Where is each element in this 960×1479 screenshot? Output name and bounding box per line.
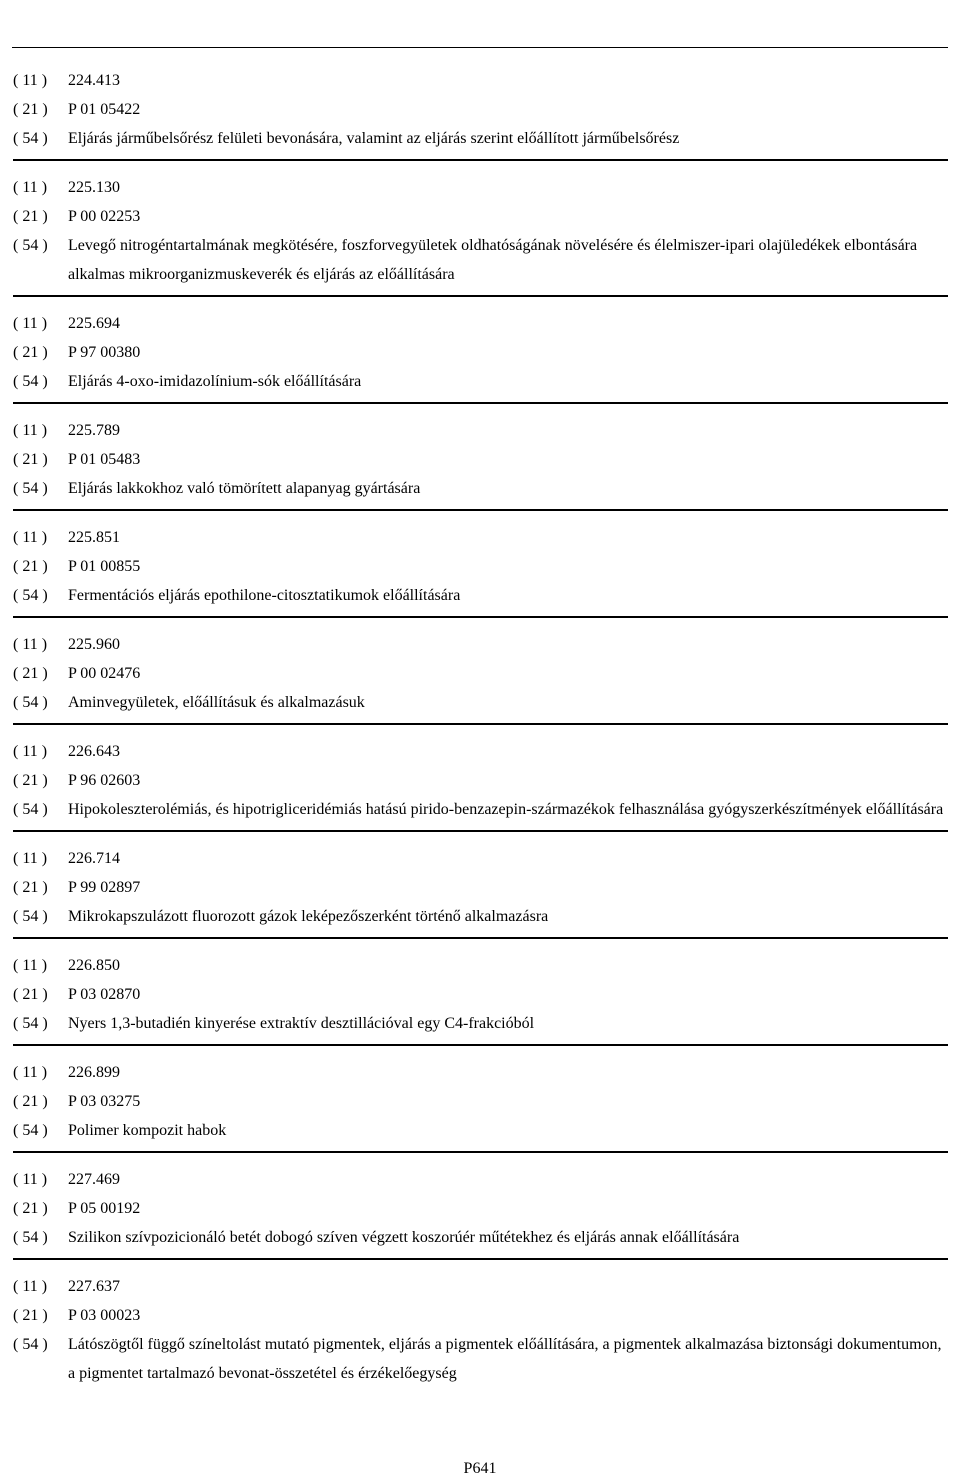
- patent-number-row: [13, 523, 948, 552]
- title-row: [13, 795, 948, 824]
- code-label: ( 21 ): [13, 208, 48, 225]
- journal-title: Szabadalmi Közlöny és Védjegyértesítő 119. évfolyam 22. szám, 2014.11.28.: [236, 3, 764, 22]
- patent-number: 225.789: [68, 422, 120, 439]
- code-label: ( 11 ): [13, 850, 48, 867]
- patent-number: 227.469: [68, 1171, 120, 1188]
- application-number: P 99 02897: [68, 879, 141, 896]
- code-label: ( 54 ): [13, 480, 48, 497]
- patent-number-row: [13, 1058, 948, 1087]
- application-number: P 03 03275: [68, 1093, 141, 1110]
- code-label: ( 21 ): [13, 1200, 48, 1217]
- patent-number-row: [13, 951, 948, 980]
- application-number: P 05 00192: [68, 1200, 141, 1217]
- application-number: P 01 00855: [68, 558, 141, 575]
- patent-entry: [13, 1272, 948, 1394]
- title-row: [13, 1223, 948, 1252]
- application-number-row: [13, 659, 948, 688]
- application-number-row: [13, 1194, 948, 1223]
- patent-title: Fermentációs eljárás epothilone-citosztatikumok előállítására: [68, 587, 461, 604]
- patent-list: [13, 66, 948, 1406]
- patent-number-row: [13, 630, 948, 659]
- patent-number: 226.643: [68, 743, 120, 760]
- code-label: ( 54 ): [13, 1015, 48, 1032]
- patent-number-row: [13, 173, 948, 202]
- title-row: [13, 367, 948, 396]
- patent-number-row: [13, 844, 948, 873]
- page-header: [237, 0, 764, 50]
- patent-number-row: [13, 66, 948, 95]
- code-label: ( 11 ): [13, 1171, 48, 1188]
- patent-title: Mikrokapszulázott fluorozott gázok leképezőszerként történő alkalmazásra: [68, 908, 549, 925]
- application-number: P 00 02476: [68, 665, 141, 682]
- patent-entry: [13, 737, 948, 832]
- patent-title: Eljárás járműbelsőrész felületi bevonására, valamint az eljárás szerint előállított járműbelsőrész: [68, 130, 680, 147]
- application-number-row: [13, 445, 948, 474]
- title-row: [13, 1116, 948, 1145]
- code-label: ( 11 ): [13, 1064, 48, 1081]
- code-label: ( 11 ): [13, 72, 48, 89]
- application-number-row: [13, 766, 948, 795]
- title-row: [13, 581, 948, 610]
- patent-entry: [13, 844, 948, 939]
- patent-number-row: [13, 737, 948, 766]
- code-label: ( 54 ): [13, 587, 48, 604]
- patent-number: 225.851: [68, 529, 120, 546]
- patent-number-row: [13, 309, 948, 338]
- patent-entry: [13, 1165, 948, 1260]
- application-number-row: [13, 338, 948, 367]
- patent-title: Aminvegyületek, előállításuk és alkalmazásuk: [68, 694, 365, 711]
- code-label: ( 54 ): [13, 237, 48, 254]
- application-number: P 03 00023: [68, 1307, 141, 1324]
- patent-number-row: [13, 1165, 948, 1194]
- patent-entry: [13, 523, 948, 618]
- code-label: ( 11 ): [13, 422, 48, 439]
- application-number: P 96 02603: [68, 772, 141, 789]
- code-label: ( 21 ): [13, 344, 48, 361]
- patent-title: Levegő nitrogéntartalmának megkötésére, foszforvegyületek oldhatóságának növelésére és élelmiszer-ipari olajüledékek elbontására alkalmas mikroorganizmuskeverék és eljárás az előállítására: [68, 237, 918, 283]
- patent-number: 227.637: [68, 1278, 120, 1295]
- patent-entry: [13, 416, 948, 511]
- code-label: ( 54 ): [13, 801, 48, 818]
- application-number: P 97 00380: [68, 344, 141, 361]
- code-label: ( 21 ): [13, 772, 48, 789]
- patent-number: 226.714: [68, 850, 120, 867]
- patent-number: 225.960: [68, 636, 120, 653]
- patent-number: 226.899: [68, 1064, 120, 1081]
- patent-entry: [13, 309, 948, 404]
- patent-number-row: [13, 1272, 948, 1301]
- code-label: ( 21 ): [13, 879, 48, 896]
- title-row: [13, 474, 948, 503]
- patent-number: 224.413: [68, 72, 120, 89]
- application-number: P 00 02253: [68, 208, 141, 225]
- code-label: ( 54 ): [13, 130, 48, 147]
- patent-entry: [13, 630, 948, 725]
- section-title: Szabadalmi oltalom megszűnése és újra érvénybe helyezése: [356, 28, 764, 47]
- patent-entry: [13, 951, 948, 1046]
- patent-number: 225.130: [68, 179, 120, 196]
- code-label: ( 11 ): [13, 179, 48, 196]
- code-label: ( 21 ): [13, 986, 48, 1003]
- patent-number: 226.850: [68, 957, 120, 974]
- patent-title: Látószögtől függő színeltolást mutató pigmentek, eljárás a pigmentek előállítására, a pigmentek alkalmazása biztonsági dokumentumon, a pigmentet tartalmazó bevonat-összetétel és érzékelőegység: [68, 1336, 942, 1382]
- patent-title: Hipokoleszterolémiás, és hipotrigliceridémiás hatású pirido-benzazepin-származékok felhasználása gyógyszerkészítmények előállítására: [68, 801, 944, 818]
- code-label: ( 21 ): [13, 665, 48, 682]
- application-number-row: [13, 980, 948, 1009]
- code-label: ( 11 ): [13, 957, 48, 974]
- code-label: ( 54 ): [13, 908, 48, 925]
- patent-title: Polimer kompozit habok: [68, 1122, 227, 1139]
- code-label: ( 54 ): [13, 1122, 48, 1139]
- code-label: ( 54 ): [13, 694, 48, 711]
- application-number-row: [13, 552, 948, 581]
- application-number: P 01 05422: [68, 101, 141, 118]
- title-row: [13, 1009, 948, 1038]
- code-label: ( 11 ): [13, 1278, 48, 1295]
- patent-entry: [13, 1058, 948, 1153]
- code-label: ( 21 ): [13, 1093, 48, 1110]
- patent-number-row: [13, 416, 948, 445]
- patent-entry: [13, 66, 948, 161]
- application-number-row: [13, 202, 948, 231]
- patent-title: Nyers 1,3-butadién kinyerése extraktív desztillációval egy C4-frakcióból: [68, 1015, 535, 1032]
- code-label: ( 21 ): [13, 451, 48, 468]
- application-number-row: [13, 1301, 948, 1330]
- code-label: ( 11 ): [13, 529, 48, 546]
- page-number: P641: [463, 1460, 497, 1477]
- title-row: [13, 1330, 948, 1388]
- code-label: ( 54 ): [13, 373, 48, 390]
- code-label: ( 11 ): [13, 315, 48, 332]
- title-row: [13, 688, 948, 717]
- title-row: [13, 231, 948, 289]
- patent-title: Eljárás lakkokhoz való tömörített alapanyag gyártására: [68, 480, 421, 497]
- application-number: P 01 05483: [68, 451, 141, 468]
- code-label: ( 21 ): [13, 1307, 48, 1324]
- application-number-row: [13, 1087, 948, 1116]
- application-number: P 03 02870: [68, 986, 141, 1003]
- patent-title: Eljárás 4-oxo-imidazolínium-sók előállítására: [68, 373, 362, 390]
- title-row: [13, 124, 948, 153]
- code-label: ( 11 ): [13, 636, 48, 653]
- patent-title: Szilikon szívpozicionáló betét dobogó szíven végzett koszorúér műtétekhez és eljárás annak előállítására: [68, 1229, 740, 1246]
- patent-entry: [13, 173, 948, 297]
- patent-number: 225.694: [68, 315, 120, 332]
- header-divider: [12, 47, 948, 48]
- application-number-row: [13, 873, 948, 902]
- code-label: ( 54 ): [13, 1229, 48, 1246]
- code-label: ( 11 ): [13, 743, 48, 760]
- code-label: ( 21 ): [13, 558, 48, 575]
- application-number-row: [13, 95, 948, 124]
- title-row: [13, 902, 948, 931]
- code-label: ( 21 ): [13, 101, 48, 118]
- code-label: ( 54 ): [13, 1336, 48, 1353]
